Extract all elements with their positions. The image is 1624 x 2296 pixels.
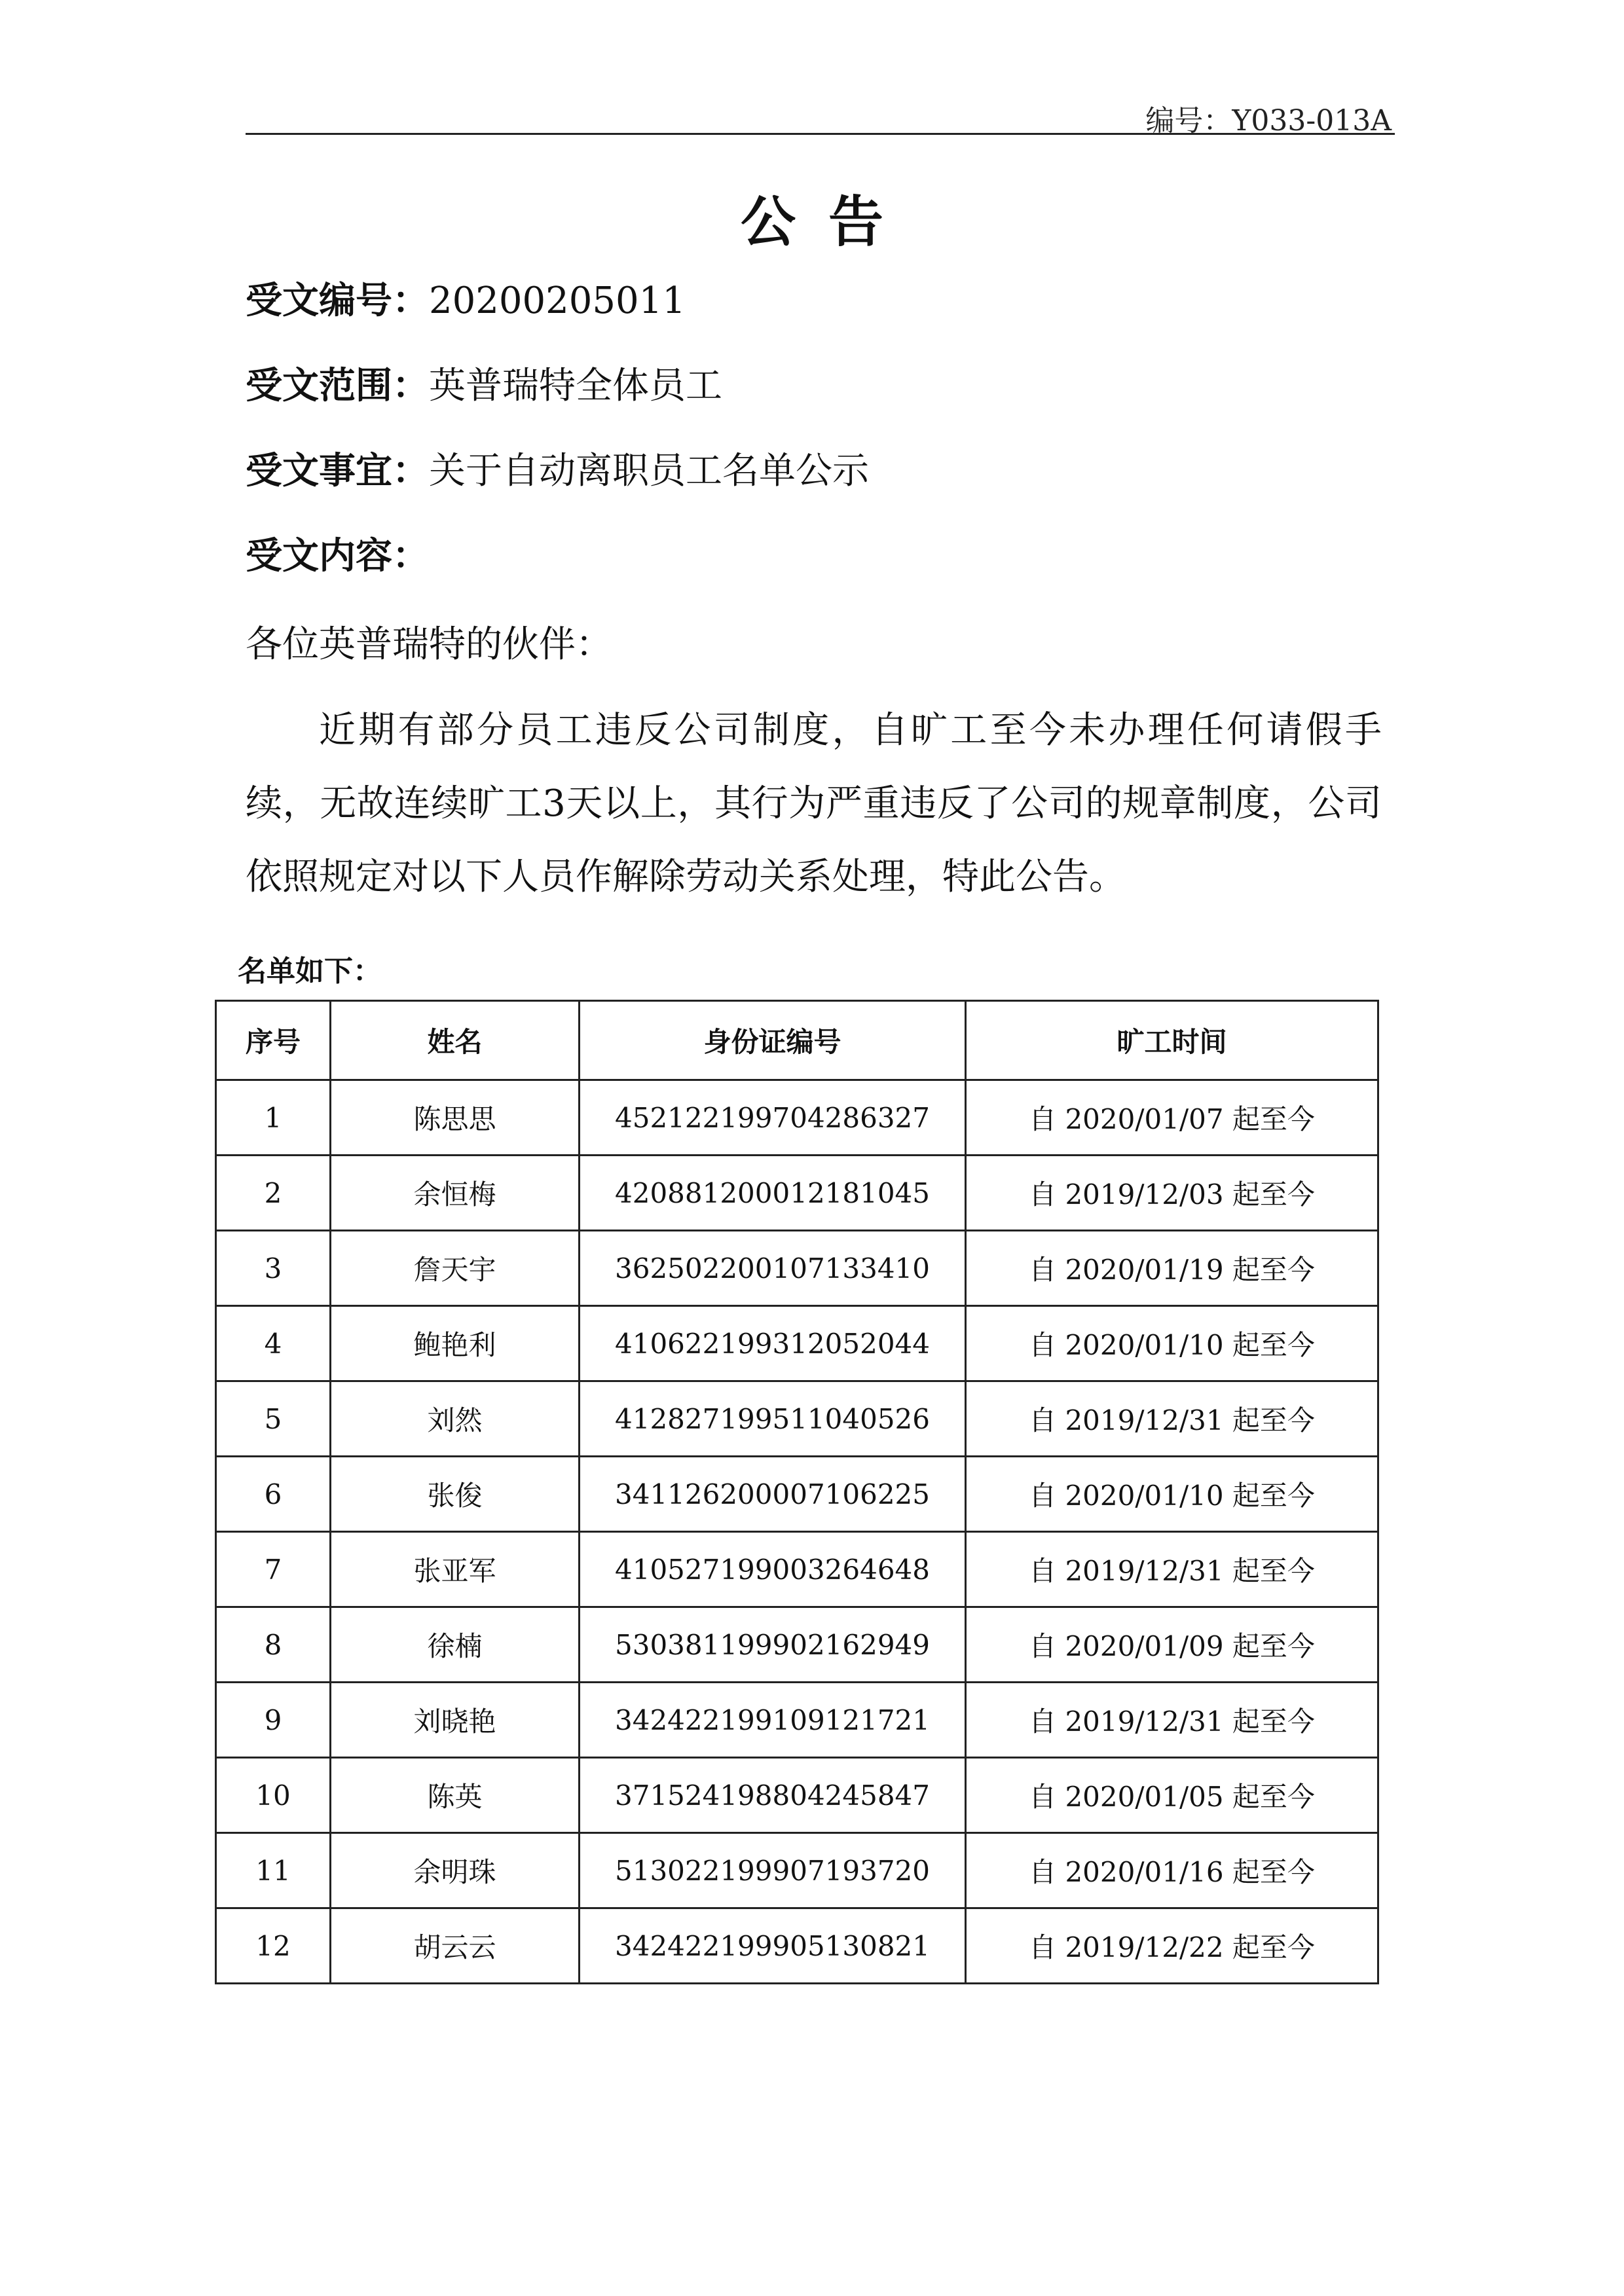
table-row	[216, 1908, 1378, 1984]
cell-index: 9	[216, 1683, 331, 1758]
cell-name: 陈思思	[331, 1080, 580, 1156]
header-absence-period: 旷工时间	[966, 1001, 1378, 1080]
cell-id-number: 410622199312052044	[580, 1306, 966, 1381]
field-label: 受文事宜：	[246, 450, 429, 492]
table-row	[216, 1231, 1378, 1306]
cell-absence-period: 自 2020/01/09 起至今	[966, 1607, 1378, 1683]
field-value: 英普瑞特全体员工	[429, 365, 722, 407]
table-header-row	[216, 1001, 1378, 1080]
list-heading: 名单如下：	[238, 955, 382, 988]
field-content	[246, 527, 429, 579]
field-scope	[246, 357, 722, 409]
cell-absence-period: 自 2020/01/16 起至今	[966, 1833, 1378, 1908]
header-index: 序号	[216, 1001, 331, 1080]
cell-absence-period: 自 2020/01/05 起至今	[966, 1758, 1378, 1833]
table-body	[216, 1080, 1378, 1984]
cell-absence-period: 自 2019/12/31 起至今	[966, 1381, 1378, 1457]
greeting: 各位英普瑞特的伙伴：	[246, 623, 612, 666]
body-paragraph: 近期有部分员工违反公司制度，自旷工至今未办理任何请假手续，无故连续旷工3天以上，其行为严重违反了公司的规章制度，公司依照规定对以下人员作解除劳动关系处理，特此公告。	[246, 709, 1382, 898]
cell-id-number: 530381199902162949	[580, 1607, 966, 1683]
cell-absence-period: 自 2019/12/03 起至今	[966, 1156, 1378, 1231]
header-rule	[246, 133, 1395, 135]
cell-absence-period: 自 2019/12/22 起至今	[966, 1908, 1378, 1984]
cell-id-number: 420881200012181045	[580, 1156, 966, 1231]
cell-index: 10	[216, 1758, 331, 1833]
field-label: 受文内容：	[246, 535, 429, 577]
cell-index: 5	[216, 1381, 331, 1457]
cell-index: 11	[216, 1833, 331, 1908]
cell-name: 刘晓艳	[331, 1683, 580, 1758]
cell-absence-period: 自 2020/01/07 起至今	[966, 1080, 1378, 1156]
cell-name: 余恒梅	[331, 1156, 580, 1231]
cell-name: 刘然	[331, 1381, 580, 1457]
table-row	[216, 1457, 1378, 1532]
cell-index: 12	[216, 1908, 331, 1984]
table-row	[216, 1607, 1378, 1683]
table-row	[216, 1833, 1378, 1908]
cell-id-number: 342422199109121721	[580, 1683, 966, 1758]
cell-id-number: 342422199905130821	[580, 1908, 966, 1984]
header-id-number: 身份证编号	[580, 1001, 966, 1080]
cell-id-number: 341126200007106225	[580, 1457, 966, 1532]
cell-index: 2	[216, 1156, 331, 1231]
cell-index: 7	[216, 1532, 331, 1607]
cell-name: 徐楠	[331, 1607, 580, 1683]
cell-absence-period: 自 2020/01/10 起至今	[966, 1457, 1378, 1532]
cell-absence-period: 自 2020/01/10 起至今	[966, 1306, 1378, 1381]
cell-id-number: 412827199511040526	[580, 1381, 966, 1457]
document-number: 编号：Y033-013A	[1145, 104, 1392, 137]
cell-index: 6	[216, 1457, 331, 1532]
table-row	[216, 1532, 1378, 1607]
cell-id-number: 513022199907193720	[580, 1833, 966, 1908]
field-label: 受文编号：	[246, 280, 429, 322]
field-value: 关于自动离职员工名单公示	[429, 450, 869, 492]
field-document-number	[246, 272, 686, 324]
table-row	[216, 1306, 1378, 1381]
cell-id-number: 452122199704286327	[580, 1080, 966, 1156]
cell-index: 1	[216, 1080, 331, 1156]
cell-name: 余明珠	[331, 1833, 580, 1908]
cell-name: 詹天宇	[331, 1231, 580, 1306]
field-subject	[246, 442, 869, 494]
cell-name: 鲍艳利	[331, 1306, 580, 1381]
cell-name: 张俊	[331, 1457, 580, 1532]
cell-index: 3	[216, 1231, 331, 1306]
cell-id-number: 410527199003264648	[580, 1532, 966, 1607]
page-title: 公告	[740, 190, 916, 254]
table-row	[216, 1758, 1378, 1833]
table-row	[216, 1683, 1378, 1758]
cell-index: 8	[216, 1607, 331, 1683]
cell-absence-period: 自 2019/12/31 起至今	[966, 1532, 1378, 1607]
field-value: 20200205011	[429, 280, 686, 322]
header-name: 姓名	[331, 1001, 580, 1080]
cell-id-number: 362502200107133410	[580, 1231, 966, 1306]
dismissal-table	[215, 1000, 1379, 1984]
cell-index: 4	[216, 1306, 331, 1381]
cell-name: 张亚军	[331, 1532, 580, 1607]
cell-name: 胡云云	[331, 1908, 580, 1984]
table-row	[216, 1156, 1378, 1231]
table-row	[216, 1080, 1378, 1156]
cell-absence-period: 自 2019/12/31 起至今	[966, 1683, 1378, 1758]
cell-absence-period: 自 2020/01/19 起至今	[966, 1231, 1378, 1306]
cell-name: 陈英	[331, 1758, 580, 1833]
field-label: 受文范围：	[246, 365, 429, 407]
cell-id-number: 371524198804245847	[580, 1758, 966, 1833]
table-row	[216, 1381, 1378, 1457]
